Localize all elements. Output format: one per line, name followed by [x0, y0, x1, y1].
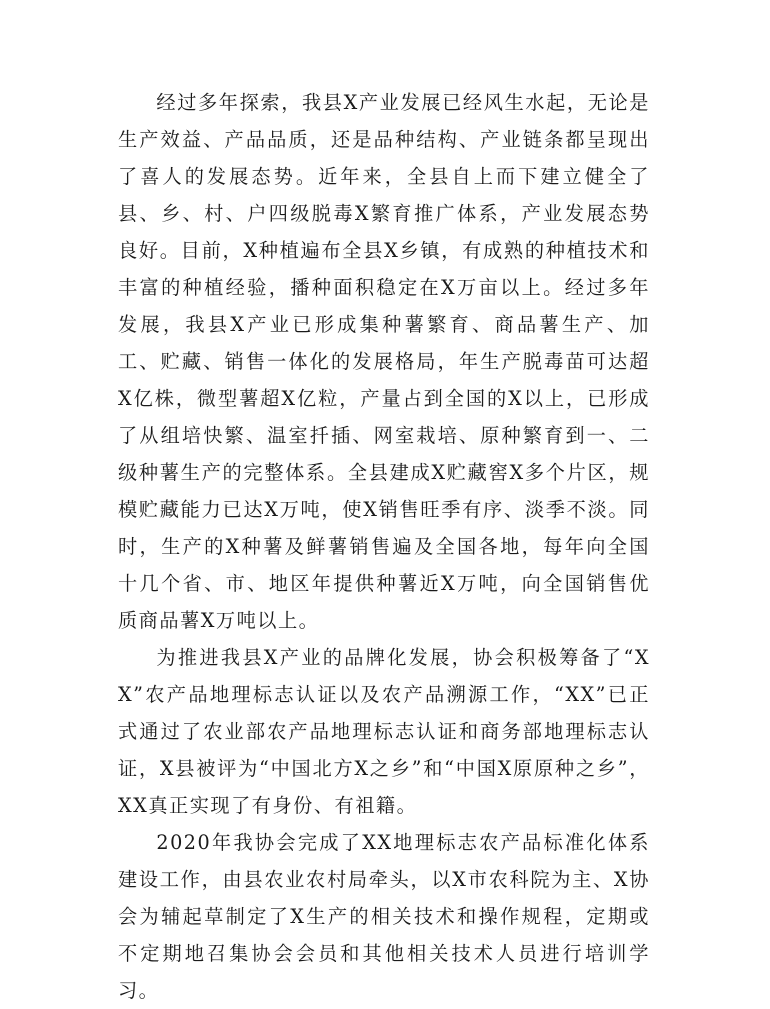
paragraph-2: 为推进我县X产业的品牌化发展，协会积极筹备了“XX”农产品地理标志认证以及农产品溯源工作，“XX”已正式通过了农业部农产品地理标志认证和商务部地理标志认证，X县被评为“中国北方X之乡”和“中国X原原种之乡”，XX真正实现了有身份、有祖籍。: [118, 646, 650, 817]
document-body: [118, 84, 650, 1009]
paragraph-1: 经过多年探索，我县X产业发展已经风生水起，无论是生产效益、产品品质，还是品种结构、产业链条都呈现出了喜人的发展态势。近年来，全县自上而下建立健全了县、乡、村、户四级脱毒X繁育推广体系，产业发展态势良好。目前，X种植遍布全县X乡镇，有成熟的种植技术和丰富的种植经验，播种面积稳定在X万亩以上。经过多年发展，我县X产业已形成集种薯繁育、商品薯生产、加工、贮藏、销售一体化的发展格局，年生产脱毒苗可达超X亿株，微型薯超X亿粒，产量占到全国的X以上，已形成了从组培快繁、温室扦插、网室栽培、原种繁育到一、二级种薯生产的完整体系。全县建成X贮藏窖X多个片区，规模贮藏能力已达X万吨，使X销售旺季有序、淡季不淡。同时，生产的X种薯及鲜薯销售遍及全国各地，每年向全国十几个省、市、地区年提供种薯近X万吨，向全国销售优质商品薯X万吨以上。: [118, 91, 650, 632]
paragraph-3: 2020年我协会完成了XX地理标志农产品标准化体系建设工作，由县农业农村局牵头，以X市农科院为主、X协会为辅起草制定了X生产的相关技术和操作规程，定期或不定期地召集协会会员和其他相关技术人员进行培训学习。: [118, 831, 650, 1002]
